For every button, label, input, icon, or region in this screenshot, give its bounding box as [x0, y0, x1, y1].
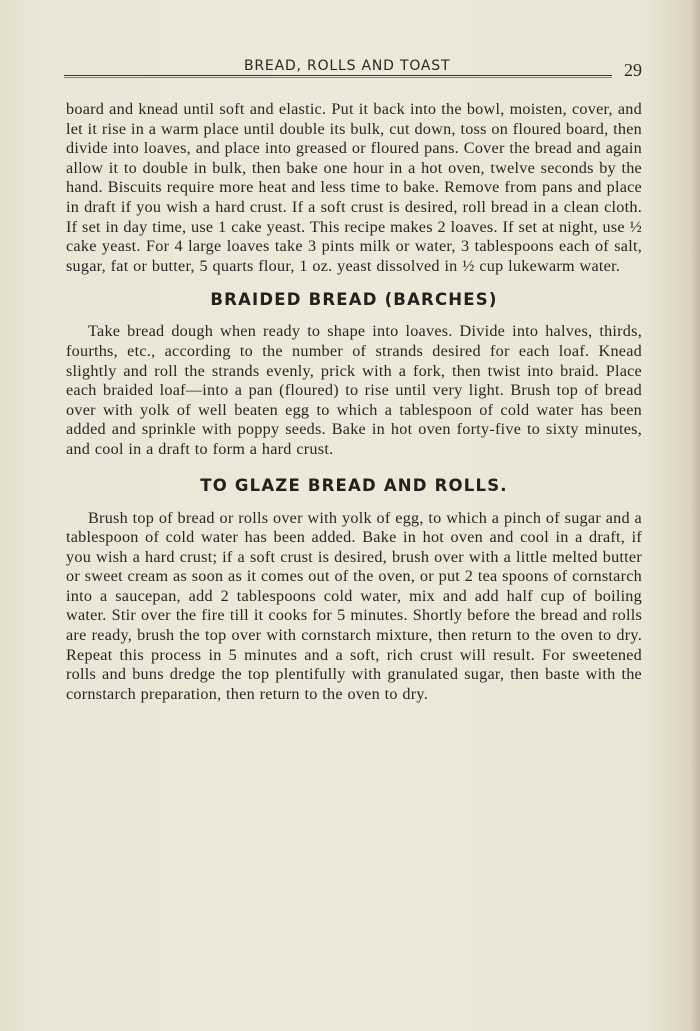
- header-rule-shadow: [64, 77, 612, 78]
- running-head: BREAD, ROLLS AND TOAST: [244, 58, 451, 74]
- section-heading-glaze: TO GLAZE BREAD AND ROLLS.: [200, 475, 508, 495]
- page-number: 29: [624, 60, 642, 80]
- continued-paragraph: board and knead until soft and elastic. Put it back into the bowl, moisten, cover, and let it rise in a warm place until double its bulk, cut down, toss on floured board, then divide into loaves, and place into greased or floured pans. Cover the bread and again allow it to double in bulk, then bake one hour in a hot oven, twelve seconds by the hand. Biscuits require more heat and less time to bake. Remove from pans and place in draft if you wish a hard crust. If a soft crust is desired, roll bread in a clean cloth. If set in day time, use 1 cake yeast. This recipe makes 2 loaves. If set at night, use ½ cake yeast. For 4 large loaves take 3 pints milk or water, 3 tablespoons each of salt, sugar, fat or butter, 5 quarts flour, 1 oz. yeast dissolved in ½ cup lukewarm water.: [66, 100, 642, 275]
- section-heading-braided-bread: BRAIDED BREAD (BARCHES): [210, 290, 498, 310]
- page-edge-shadow: [690, 0, 700, 1031]
- glaze-paragraph: Brush top of bread or rolls over with yolk of egg, to which a pinch of sugar and a tablespoon of cold water has been added. Bake in hot oven and cool in a draft, if you wish a hard crust; if a soft crust is desired, brush over with a little melted butter or sweet cream as soon as it comes out of the oven, or put 2 tea spoons of cornstarch into a saucepan, add 2 tablespoons cold water, mix and add half cup of boiling water. Stir over the fire till it cooks for 5 minutes. Shortly before the bread and rolls are ready, brush the top over with cornstarch mixture, then return to the oven to dry. Repeat this process in 5 minutes and a soft, rich crust will result. For sweetened rolls and buns dredge the top plentifully with granulated sugar, then baste with the cornstarch preparation, then return to the oven to dry.: [66, 508, 642, 703]
- page-header: [64, 56, 644, 84]
- header-rule: [64, 75, 612, 76]
- braided-bread-paragraph: Take bread dough when ready to shape into loaves. Divide into halves, thirds, fourths, etc., according to the number of strands desired for each loaf. Knead slightly and roll the strands evenly, prick with a fork, then twist into braid. Place each braided loaf—into a pan (floured) to rise until very light. Brush top of bread over with yolk of well beaten egg to which a tablespoon of cold water has been added and sprinkle with poppy seeds. Bake in hot oven forty-five to sixty minutes, and cool in a draft to form a hard crust.: [66, 322, 642, 458]
- page-body: [66, 100, 642, 704]
